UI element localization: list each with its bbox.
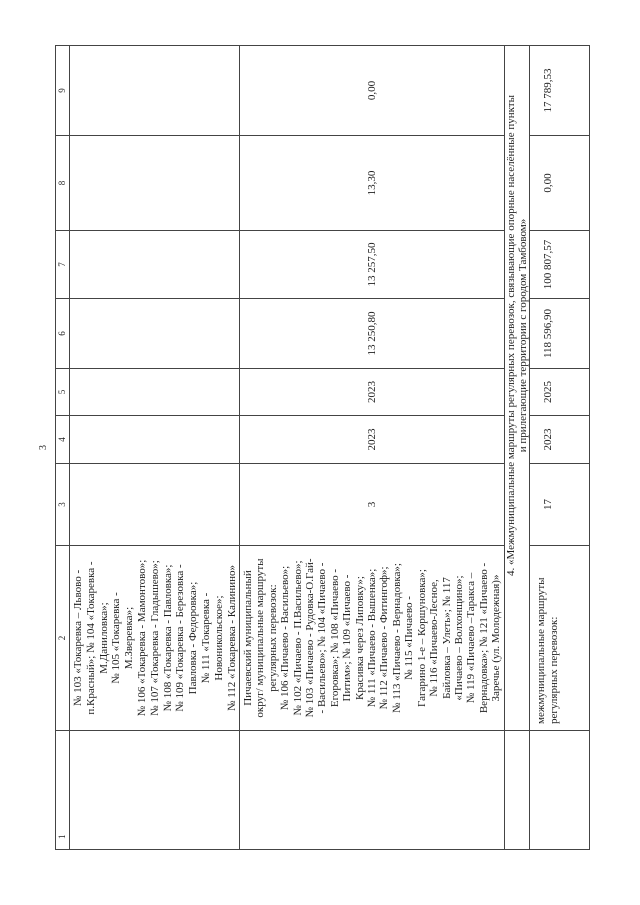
route-line: № 111 «Токаревка - <box>199 592 212 684</box>
empty-cell <box>70 368 240 415</box>
route-line: Вернадовка»; № 121 «Пичаево - <box>477 562 490 714</box>
empty-cell <box>505 730 530 849</box>
route-line: Пичаевский муниципальный <box>242 570 254 706</box>
amount-cell: 0,00 <box>240 45 505 135</box>
empty-cell <box>70 463 240 545</box>
column-number-header: 5 <box>56 368 70 415</box>
year-cell: 2023 <box>530 415 590 463</box>
route-line: Красивка через Липовку»; <box>353 576 366 700</box>
column-number-header: 7 <box>56 230 70 298</box>
route-line: № 119 «Пичаево –Таракса – <box>465 572 478 704</box>
route-line: М.Даниловка»; <box>97 602 110 674</box>
summary-label <box>530 545 590 730</box>
year-cell: 2023 <box>240 368 505 415</box>
route-line: Новоникольское»; <box>212 595 225 681</box>
amount-cell: 17 789,53 <box>530 45 590 135</box>
column-number-header: 8 <box>56 135 70 230</box>
year-cell: 2025 <box>530 368 590 415</box>
route-line: № 103 «Пичаево - Рудовка-О.Гай- <box>304 558 317 718</box>
route-line: № 108 «Токаревка - Павловка»; <box>161 564 174 712</box>
empty-cell <box>70 230 240 298</box>
route-line: № 112 «Токаревка - Калинино» <box>225 564 238 712</box>
column-number-header: 1 <box>56 730 70 849</box>
empty-cell <box>240 730 505 849</box>
route-line: округ/ муниципальные маршруты <box>254 558 267 718</box>
column-number-header: 6 <box>56 298 70 368</box>
section-heading-line: и прилегающие территории с городом Тамбовом» <box>517 218 529 453</box>
column-number-header: 3 <box>56 463 70 545</box>
route-list-cell <box>70 545 240 730</box>
rotated-page-frame <box>30 45 590 850</box>
route-line: Гагарино 1-е – Коршуновка»; <box>415 569 428 707</box>
route-count-cell: 3 <box>240 463 505 545</box>
year-cell: 2023 <box>240 415 505 463</box>
route-line: № 109 «Токаревка - Березовка - <box>174 564 187 712</box>
route-line: № 112 «Пичаево - Фитингоф»; <box>378 566 391 710</box>
empty-cell <box>530 730 590 849</box>
column-number-header: 4 <box>56 415 70 463</box>
empty-cell <box>70 298 240 368</box>
amount-cell: 100 807,57 <box>530 230 590 298</box>
route-line: № 106 «Пичаево - Васильево»; <box>279 565 292 711</box>
empty-cell <box>70 730 240 849</box>
route-line: М.Зверевка»; <box>123 606 136 670</box>
empty-cell <box>70 135 240 230</box>
route-line: Питим»; № 109 «Пичаево - <box>341 574 354 702</box>
route-line: № 113 «Пичаево - Вернадовка»; <box>390 563 403 713</box>
route-line: - Васильево»; № 104 «Пичаево - <box>316 562 329 714</box>
page-number: 3 <box>38 445 49 450</box>
route-line: п.Красный»; № 104 «Токаревка - <box>84 561 97 715</box>
section-heading-line: 4. «Межмуниципальные маршруты регулярных перевозок, связывающие опорные населённые пункты <box>505 95 517 576</box>
route-line: Заречье (ул. Молодежная)» <box>490 574 503 702</box>
route-line: регулярных перевозок: <box>266 584 279 692</box>
route-line: № 102 «Пичаево - П.Васильево»; <box>291 560 304 716</box>
route-line: № 103 «Токаревка – Львово - <box>72 569 84 707</box>
summary-label-line: регулярных перевозок: <box>548 616 560 724</box>
route-list-cell <box>240 545 505 730</box>
rotated-sheet <box>30 45 590 850</box>
amount-cell: 13 250,80 <box>240 298 505 368</box>
amount-cell: 13,30 <box>240 135 505 230</box>
route-line: № 107 «Токаревка - Гладышево»; <box>148 560 161 716</box>
route-line: № 115 «Пичаево - <box>403 596 416 680</box>
routes-table <box>55 45 590 850</box>
route-line: № 105 «Токаревка - <box>110 592 123 684</box>
route-line: Егоровка»; № 108 «Пичаево - <box>328 568 341 708</box>
route-line: № 106 «Токаревка - Мамонтово»; <box>135 559 148 717</box>
route-line: № 116 «Пичаево-Лесное, <box>428 579 441 697</box>
route-line: № 111 «Пичаево - Вышенка»; <box>366 568 379 708</box>
summary-label-line: межмуниципальные маршруты <box>535 577 547 724</box>
section-heading <box>505 45 530 730</box>
route-line: Павловка - Федоровка»; <box>187 581 200 695</box>
route-line: «Пичаево – Волхонщино»; <box>452 575 465 701</box>
amount-cell: 118 596,90 <box>530 298 590 368</box>
empty-cell <box>70 415 240 463</box>
route-line: Байловка – Улеть»; № 117 <box>440 577 453 699</box>
amount-cell: 0,00 <box>530 135 590 230</box>
route-count-cell: 17 <box>530 463 590 545</box>
column-number-header: 2 <box>56 545 70 730</box>
column-number-header: 9 <box>56 45 70 135</box>
amount-cell: 13 257,50 <box>240 230 505 298</box>
empty-cell <box>70 45 240 135</box>
